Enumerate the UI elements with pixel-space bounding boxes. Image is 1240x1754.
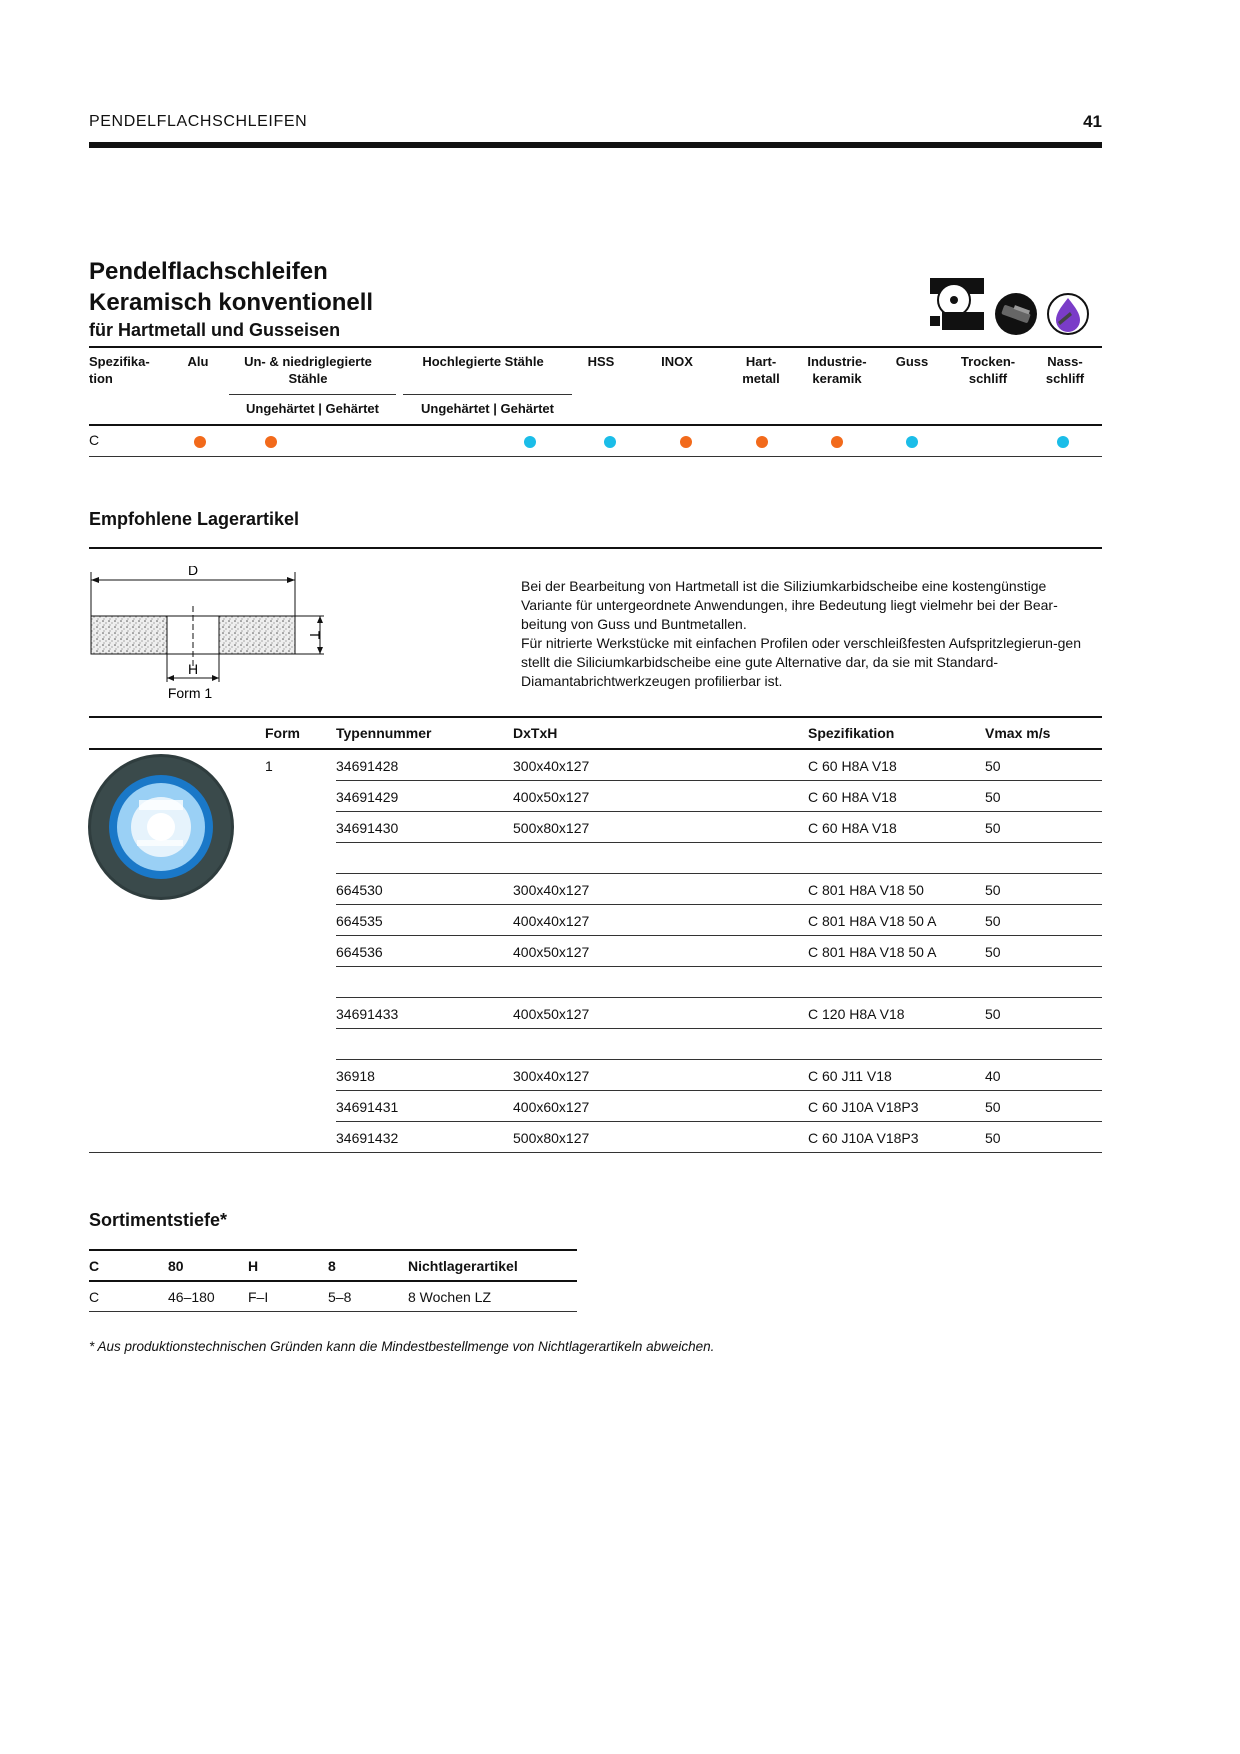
hochlegiert-sub-rule	[403, 394, 572, 395]
sortiment-heading: Sortimentstiefe*	[89, 1210, 228, 1230]
material-header-bottom-rule	[89, 424, 1102, 426]
page-title-line2: Keramisch konventionell	[89, 289, 374, 316]
cell-spezifikation: C 60 H8A V18	[808, 758, 897, 774]
sortiment-value-lz: 8 Wochen LZ	[408, 1289, 492, 1305]
cell-spezifikation: C 60 H8A V18	[808, 820, 897, 836]
table-row-divider	[336, 811, 1102, 812]
header-rule	[89, 142, 1102, 148]
wet-grinding-icon	[1046, 292, 1090, 336]
col-unlegiert: Un- & niedriglegierte Stähle	[244, 354, 372, 386]
dot-hartmetall	[756, 436, 768, 448]
sub-hochlegiert: Ungehärtet | Gehärtet	[421, 401, 554, 416]
page-number: 41	[1083, 112, 1102, 131]
cell-vmax: 50	[985, 758, 1001, 774]
sortiment-value-range: 46–180	[168, 1289, 215, 1305]
cell-typennummer: 34691428	[336, 758, 399, 774]
cell-dxtxh: 300x40x127	[513, 758, 590, 774]
sortiment-header-rule	[89, 1280, 577, 1282]
cell-dxtxh: 300x40x127	[513, 882, 590, 898]
cell-typennummer: 664530	[336, 882, 383, 898]
cell-typennummer: 34691432	[336, 1130, 399, 1146]
material-table-bottom-rule	[89, 456, 1102, 457]
header-form: Form	[265, 725, 300, 741]
col-hochlegiert: Hochlegierte Stähle	[422, 354, 544, 369]
cell-spezifikation: C 60 H8A V18	[808, 789, 897, 805]
diagram-caption: Form 1	[167, 685, 213, 701]
cell-dxtxh: 400x50x127	[513, 1006, 590, 1022]
table-row-divider	[336, 997, 1102, 998]
col-guss: Guss	[895, 354, 929, 369]
dot-nass	[1057, 436, 1069, 448]
table-row-divider	[336, 966, 1102, 967]
col-trocken: Trocken- schliff	[960, 354, 1016, 386]
cell-dxtxh: 300x40x127	[513, 1068, 590, 1084]
cell-spezifikation: C 801 H8A V18 50 A	[808, 913, 937, 929]
cell-spezifikation: C 801 H8A V18 50 A	[808, 944, 937, 960]
cell-typennummer: 36918	[336, 1068, 375, 1084]
col-spezifikation: Spezifika- tion	[89, 354, 150, 386]
sortiment-top-rule	[89, 1249, 577, 1251]
dot-inox	[680, 436, 692, 448]
col-hartmetall: Hart- metall	[742, 354, 780, 386]
dry-grinding-icon	[994, 292, 1038, 336]
dot-hss	[604, 436, 616, 448]
sortiment-value-c: C	[89, 1289, 100, 1305]
dot-alu	[194, 436, 206, 448]
grinding-machine-icon	[928, 276, 988, 336]
header-dxtxh: DxTxH	[513, 725, 558, 741]
table-row-divider	[336, 935, 1102, 936]
diagram-label-h: H	[187, 661, 199, 677]
col-hss: HSS	[587, 354, 615, 369]
cell-typennummer: 664536	[336, 944, 383, 960]
cell-vmax: 50	[985, 789, 1001, 805]
cell-spezifikation: C 120 H8A V18	[808, 1006, 905, 1022]
sortiment-header-c: C	[89, 1258, 100, 1274]
cell-vmax: 50	[985, 1099, 1001, 1115]
unlegiert-sub-rule	[229, 394, 396, 395]
dot-keramik	[831, 436, 843, 448]
diagram-label-d: D	[187, 566, 199, 578]
table-row-divider	[336, 1028, 1102, 1029]
articles-top-rule	[89, 716, 1102, 718]
sortiment-header-nichtlager: Nichtlagerartikel	[408, 1258, 518, 1274]
dot-guss	[906, 436, 918, 448]
sortiment-header-8: 8	[328, 1258, 336, 1274]
material-table-top-rule	[89, 346, 1102, 348]
recommended-rule	[89, 547, 1102, 549]
page-subtitle: für Hartmetall und Gusseisen	[89, 320, 341, 340]
sub-unlegiert: Ungehärtet | Gehärtet	[246, 401, 379, 416]
cell-dxtxh: 400x50x127	[513, 944, 590, 960]
cell-dxtxh: 500x80x127	[513, 1130, 590, 1146]
wheel-cross-section-diagram	[84, 566, 334, 706]
sortiment-bottom-rule	[89, 1311, 577, 1312]
cell-vmax: 50	[985, 1130, 1001, 1146]
cell-spezifikation: C 60 J10A V18P3	[808, 1099, 919, 1115]
header-typennummer: Typennummer	[336, 725, 432, 741]
table-row-divider	[336, 842, 1102, 843]
cell-form: 1	[265, 758, 273, 774]
cell-vmax: 50	[985, 820, 1001, 836]
cell-typennummer: 34691433	[336, 1006, 399, 1022]
sortiment-value-structure: 5–8	[328, 1289, 352, 1305]
footnote: * Aus produktionstechnischen Gründen kann die Mindestbestellmenge von Nichtlagerartikeln abweichen.	[89, 1339, 715, 1354]
col-nass: Nass- schliff	[1045, 354, 1085, 386]
cell-typennummer: 34691429	[336, 789, 399, 805]
recommended-heading: Empfohlene Lagerartikel	[89, 509, 300, 529]
cell-dxtxh: 400x50x127	[513, 789, 590, 805]
table-row-divider	[336, 1090, 1102, 1091]
cell-vmax: 50	[985, 913, 1001, 929]
section-title: PENDELFLACHSCHLEIFEN	[89, 113, 308, 130]
sortiment-header-h: H	[248, 1258, 259, 1274]
dot-hochlegiert-gehaertet	[524, 436, 536, 448]
cell-typennummer: 34691430	[336, 820, 399, 836]
cell-vmax: 50	[985, 1006, 1001, 1022]
table-row-divider	[336, 873, 1102, 874]
table-row-divider	[89, 1152, 1102, 1153]
cell-spezifikation: C 60 J11 V18	[808, 1068, 892, 1084]
dot-unlegiert-ungehaertet	[265, 436, 277, 448]
table-row-divider	[336, 1059, 1102, 1060]
cell-vmax: 40	[985, 1068, 1001, 1084]
articles-header-rule	[89, 748, 1102, 750]
cell-vmax: 50	[985, 944, 1001, 960]
page-title-line1: Pendelflachschleifen	[89, 258, 328, 285]
table-row-divider	[336, 780, 1102, 781]
sortiment-value-hardness: F–I	[248, 1289, 269, 1305]
table-row-divider	[336, 904, 1102, 905]
header-spezifikation: Spezifikation	[808, 725, 895, 741]
col-keramik: Industrie- keramik	[807, 354, 867, 386]
table-row-divider	[336, 1121, 1102, 1122]
col-inox: INOX	[661, 354, 693, 369]
diagram-label-t: T	[307, 630, 323, 640]
cell-vmax: 50	[985, 882, 1001, 898]
cell-typennummer: 664535	[336, 913, 383, 929]
cell-spezifikation: C 801 H8A V18 50	[808, 882, 924, 898]
sortiment-header-80: 80	[168, 1258, 184, 1274]
cell-dxtxh: 400x60x127	[513, 1099, 590, 1115]
cell-dxtxh: 500x80x127	[513, 820, 590, 836]
col-alu: Alu	[187, 354, 209, 369]
cell-typennummer: 34691431	[336, 1099, 399, 1115]
spec-value: C	[89, 432, 100, 448]
cell-dxtxh: 400x40x127	[513, 913, 590, 929]
cell-spezifikation: C 60 J10A V18P3	[808, 1130, 919, 1146]
header-vmax: Vmax m/s	[985, 725, 1051, 741]
recommended-description: Bei der Bearbeitung von Hartmetall ist die Siliziumkarbidscheibe eine kostengünstige Variante für untergeordnete Anwendungen, ihre Bedeutung liegt vielmehr bei der Bear-beitung von Guss und Buntmetallen. Für nitrierte Werkstücke mit einfachen Profilen oder verschleißfesten Aufspritzlegierun-gen stellt die Siliciumkarbidscheibe eine gute Alternative dar, da sie mit Standard-Diamantabrichtwerkzeugen profilierbar ist.	[521, 578, 1081, 689]
grinding-wheel-product-image	[87, 752, 237, 902]
